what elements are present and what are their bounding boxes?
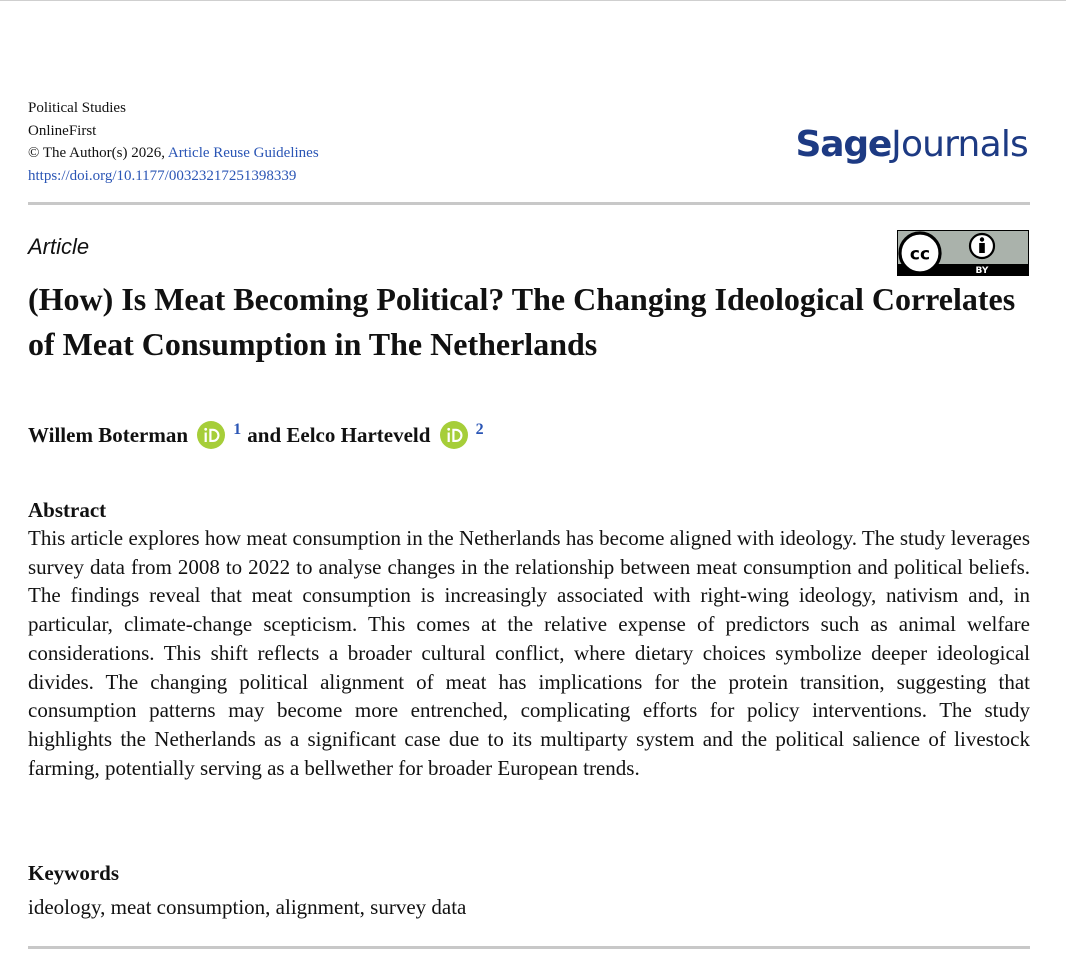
abstract-text: This article explores how meat consumption in the Netherlands has become aligned with ideology. The study leverages survey data from 2008 to 2022 to analyse changes in the relationship between meat consumption and political beliefs. The findings reveal that meat consumption is increasingly associated with right-wing ideology, nativism and, in particular, climate-change scepticism. This comes at the relative expense of predictors such as animal welfare considerations. This shift reflects a broader cultural conflict, where dietary choices symbolize deeper ideological divides. The changing political alignment of meat has implications for the protein transition, suggesting that consumption patterns may become more entrenched, complicating efforts for policy interventions. The study highlights the Netherlands as a significant case due to its multiparty system and the political salience of livestock farming, potentially serving as a bellwether for broader European trends. xyxy=(28,526,1030,780)
svg-text:cc: cc xyxy=(909,244,931,265)
license-label: BY xyxy=(975,266,989,276)
author-name[interactable]: Eelco Harteveld xyxy=(286,423,431,447)
abstract-heading: Abstract xyxy=(28,498,107,522)
keywords-heading: Keywords xyxy=(28,861,119,885)
logo-journals-text: Journals xyxy=(891,124,1028,165)
journal-name: Political Studies xyxy=(28,100,126,116)
top-border xyxy=(0,0,1066,1)
journal-meta xyxy=(28,97,319,188)
footer-divider xyxy=(28,946,1030,949)
article-reuse-guidelines-link[interactable]: Article Reuse Guidelines xyxy=(167,145,319,162)
publication-status: OnlineFirst xyxy=(28,122,97,139)
author-list xyxy=(28,414,490,451)
affiliation-marker[interactable]: 2 xyxy=(475,421,484,438)
copyright-text: © The Author(s) 2026, xyxy=(28,145,168,162)
header-divider xyxy=(28,202,1030,205)
affiliation-marker[interactable]: 1 xyxy=(233,421,242,438)
orcid-icon[interactable] xyxy=(440,421,468,449)
sage-journals-logo[interactable] xyxy=(796,123,1028,167)
author-separator: and xyxy=(247,423,282,447)
article-title: (How) Is Meat Becoming Political? The Changing Ideological Correlates of Meat Consumption in The Netherlands xyxy=(28,281,1016,362)
logo-sage-text: Sage xyxy=(795,124,892,165)
keywords-text: ideology, meat consumption, alignment, survey data xyxy=(28,895,467,919)
cc-by-license-icon[interactable] xyxy=(897,230,1029,276)
doi-link[interactable]: https://doi.org/10.1177/00323217251398339 xyxy=(28,168,297,185)
article-type: Article xyxy=(28,234,90,259)
author-name[interactable]: Willem Boterman xyxy=(28,423,189,447)
copyright-line xyxy=(28,142,319,165)
orcid-icon[interactable] xyxy=(197,421,225,449)
